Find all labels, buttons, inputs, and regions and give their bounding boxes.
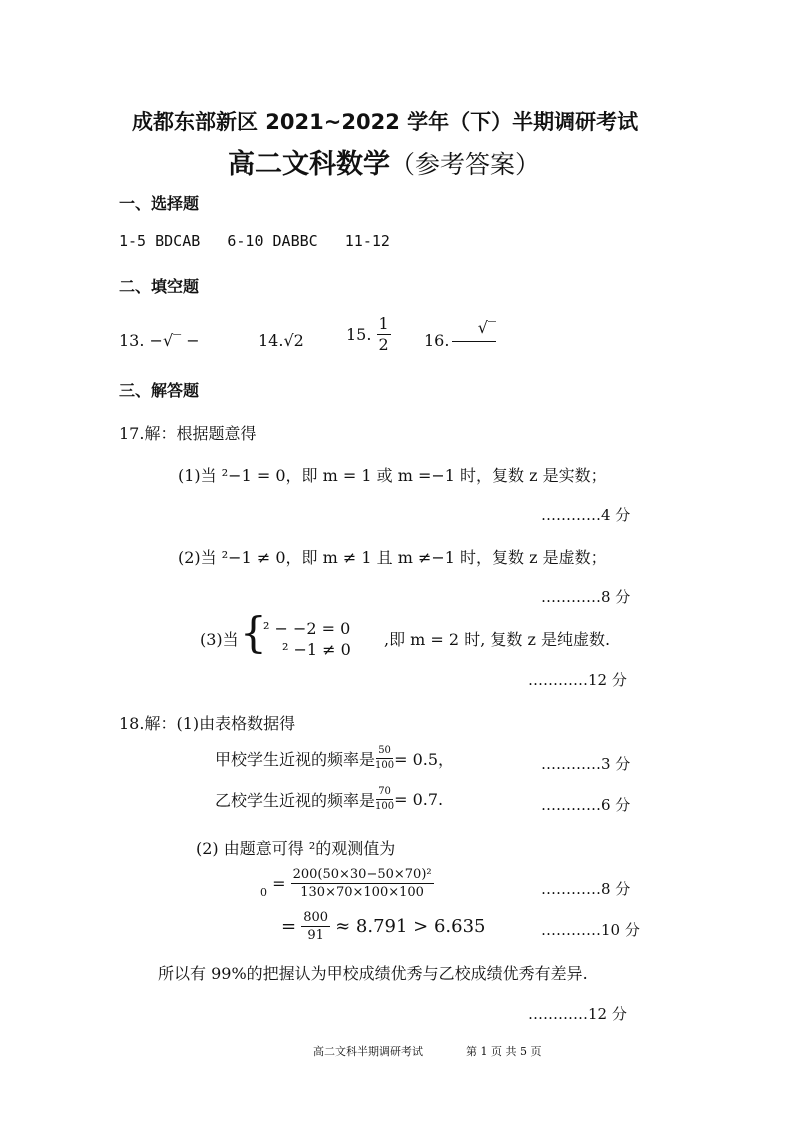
q18-a-den: 100	[375, 760, 395, 771]
q17-intro: 17.解：根据题意得	[119, 424, 257, 443]
q18-conclusion-score: …………12 分	[528, 1005, 627, 1023]
footer-page-info: 第 1 页 共 5 页	[466, 1045, 542, 1058]
fill-q16	[424, 331, 449, 350]
q18-c: (2) 由题意可得 ²的观测值为	[196, 839, 396, 858]
choice-answers: 1-5 BDCAB 6-10 DABBC 11-12	[119, 232, 390, 250]
choice-heading: 一、选择题	[119, 194, 200, 213]
q16-label: 16.	[424, 331, 450, 350]
q15-num: 1	[378, 314, 389, 333]
q14-value: √2	[283, 331, 304, 350]
q18-a	[215, 746, 454, 771]
k1-num: 800	[303, 910, 329, 925]
q17-part1-score: …………4 分	[541, 506, 631, 524]
k0-fraction	[291, 868, 434, 899]
q18-k0-score: …………8 分	[541, 880, 631, 898]
q15-label: 15.	[346, 325, 372, 344]
q18-conclusion: 所以有 99%的把握认为甲校成绩优秀与乙校成绩优秀有差异.	[158, 964, 588, 983]
title-line-1: 成都东部新区 2021~2022 学年（下）半期调研考试	[132, 110, 639, 134]
q17-part3-line1: ² − −2 = 0	[263, 619, 351, 638]
q17-part2-score: …………8 分	[541, 588, 631, 606]
q15-fraction	[377, 316, 391, 353]
q18-a-fraction	[375, 746, 394, 771]
q18-k0	[260, 868, 434, 899]
q17-part3-prefix: (3)当	[200, 630, 239, 649]
q17-part2: (2)当 ²−1 ≠ 0，即 m ≠ 1 且 m ≠−1 时，复数 z 是虚数；	[178, 548, 607, 567]
q18-b-score: …………6 分	[541, 796, 631, 814]
q17-part3-score: …………12 分	[528, 671, 627, 689]
k1-den: 91	[307, 928, 324, 943]
k1-result: ≈ 8.791 > 6.635	[335, 916, 486, 937]
q18-b	[215, 787, 443, 812]
solve-heading: 三、解答题	[119, 381, 200, 400]
k1-equals: =	[281, 916, 297, 937]
fill-q13: 13. −√‾ −	[119, 331, 200, 350]
k0-equals: =	[272, 874, 286, 893]
footer-exam-name: 高二文科半期调研考试	[313, 1045, 423, 1058]
q18-k1-score: …………10 分	[541, 921, 640, 939]
q17-part3-suffix: ,即 m = 2 时, 复数 z 是纯虚数.	[384, 630, 611, 649]
q17-part3-brace: {	[240, 608, 267, 657]
fill-q14	[258, 331, 304, 350]
q18-b-num: 70	[376, 787, 393, 800]
k0-num: 200(50×30−50×70)²	[292, 867, 432, 882]
q18-a-result: = 0.5，	[394, 750, 455, 769]
q18-b-result: = 0.7.	[394, 790, 444, 809]
fill-heading: 二、填空题	[119, 277, 200, 296]
q18-a-score: …………3 分	[541, 755, 631, 773]
q16-radical: √‾	[477, 318, 496, 337]
q18-a-num: 50	[376, 746, 393, 759]
q18-b-text: 乙校学生近视的频率是	[215, 791, 376, 810]
q18-a-text: 甲校学生近视的频率是	[215, 750, 376, 769]
q18-b-den: 100	[375, 801, 395, 812]
q17-part3-line2: ² −1 ≠ 0	[282, 640, 351, 659]
title-line-2	[228, 142, 540, 181]
fill-q15	[346, 316, 391, 353]
q14-label: 14.	[258, 331, 284, 350]
q18-b-fraction	[375, 787, 394, 812]
title-main: 高二文科数学	[228, 149, 390, 180]
k0-label: 0	[260, 886, 267, 899]
k1-fraction	[301, 911, 330, 942]
q18-intro: 18.解：(1)由表格数据得	[119, 714, 296, 733]
q17-part1: (1)当 ²−1 = 0，即 m = 1 或 m =−1 时，复数 z 是实数；	[178, 466, 607, 485]
q15-den: 2	[378, 335, 389, 354]
title-paren: （参考答案）	[390, 150, 541, 179]
q18-k1	[281, 911, 486, 942]
q16-fraction-bar	[452, 341, 496, 342]
k0-den: 130×70×100×100	[300, 885, 424, 900]
